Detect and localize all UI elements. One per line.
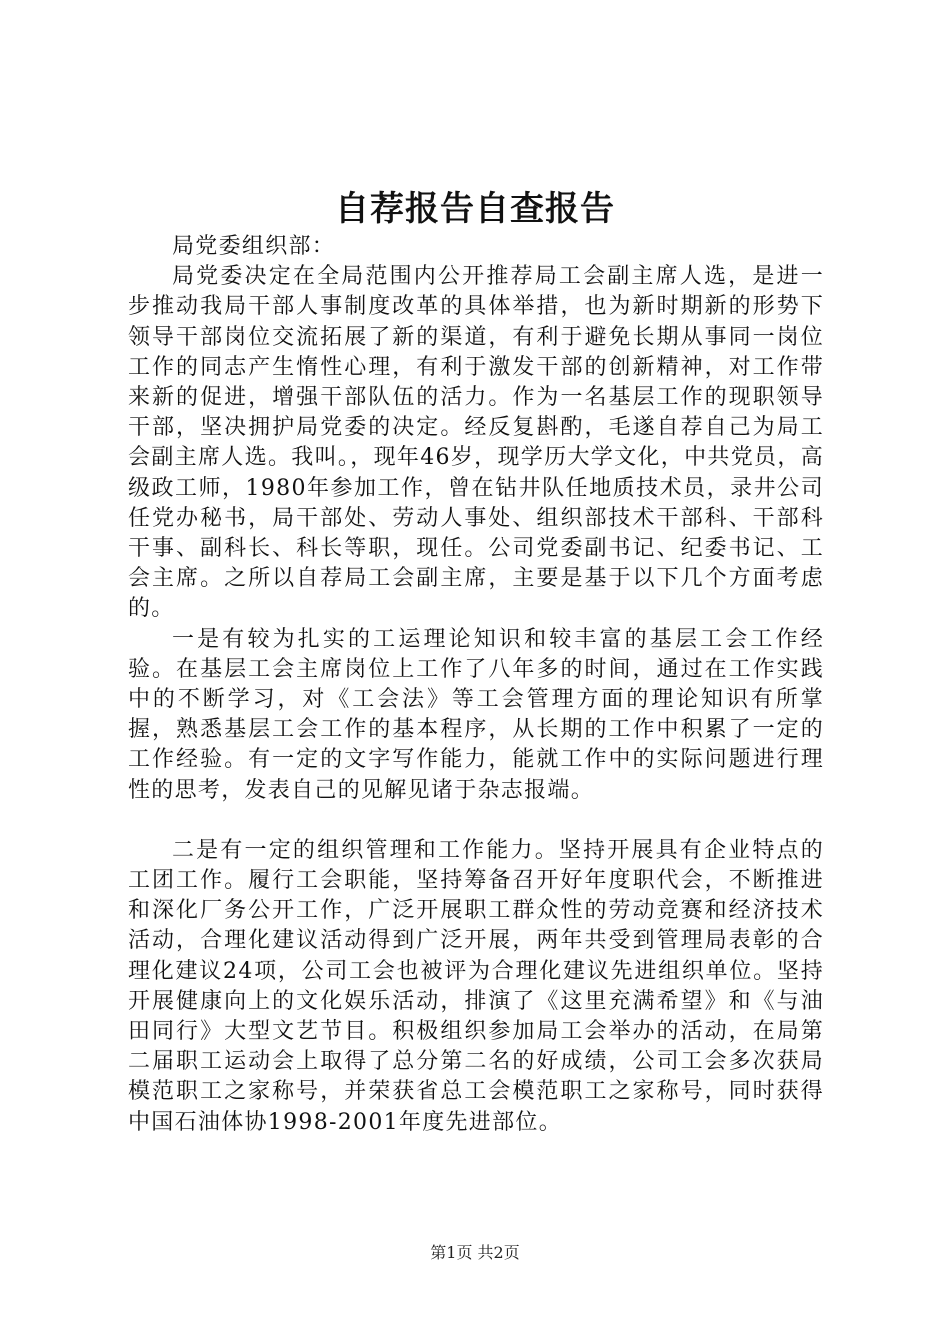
paragraph-point-two: 二是有一定的组织管理和工作能力。坚持开展具有企业特点的工团工作。履行工会职能，坚持筹备召开好年度职代会，不断推进和深化厂务公开工作，广泛开展职工群众性的劳动竞赛和经济技术活动，合理化建议活动得到广泛开展，两年共受到管理局表彰的合理化建议24项，公司工会也被评为合理化建议先进组织单位。坚持开展健康向上的文化娱乐活动，排演了《这里充满希望》和《与油田同行》大型文艺节目。积极组织参加局工会举办的活动，在局第二届职工运动会上取得了总分第二名的好成绩，公司工会多次获局模范职工之家称号，并荣获省总工会模范职工之家称号，同时获得中国石油体协1998-2001年度先进部位。 (128, 837, 824, 1135)
page-footer: 第1页 共2页 (430, 1243, 520, 1262)
document-body (128, 232, 824, 1138)
document-title: 自荐报告自查报告 (335, 189, 615, 229)
salutation: 局党委组织部： (172, 234, 336, 259)
paragraph-point-one: 一是有较为扎实的工运理论知识和较丰富的基层工会工作经验。在基层工会主席岗位上工作了八年多的时间，通过在工作实践中的不断学习，对《工会法》等工会管理方面的理论知识有所掌握，熟悉基层工会工作的基本程序，从长期的工作中积累了一定的工作经验。有一定的文字写作能力，能就工作中的实际问题进行理性的思考，发表自己的见解见诸于杂志报端。 (128, 626, 824, 803)
paragraph-intro: 局党委决定在全局范围内公开推荐局工会副主席人选，是进一步推动我局干部人事制度改革的具体举措，也为新时期新的形势下领导干部岗位交流拓展了新的渠道，有利于避免长期从事同一岗位工作的同志产生惰性心理，有利于激发干部的创新精神，对工作带来新的促进，增强干部队伍的活力。作为一名基层工作的现职领导干部，坚决拥护局党委的决定。经反复斟酌，毛遂自荐自己为局工会副主席人选。我叫。，现年46岁，现学历大学文化，中共党员，高级政工师，1980年参加工作，曾在钻井队任地质技术员，录井公司任党办秘书，局干部处、劳动人事处、组织部技术干部科、干部科干事、副科长、科长等职，现任。公司党委副书记、纪委书记、工会主席。之所以自荐局工会副主席，主要是基于以下几个方面考虑的。 (128, 264, 824, 622)
paragraph-spacer (128, 806, 824, 836)
